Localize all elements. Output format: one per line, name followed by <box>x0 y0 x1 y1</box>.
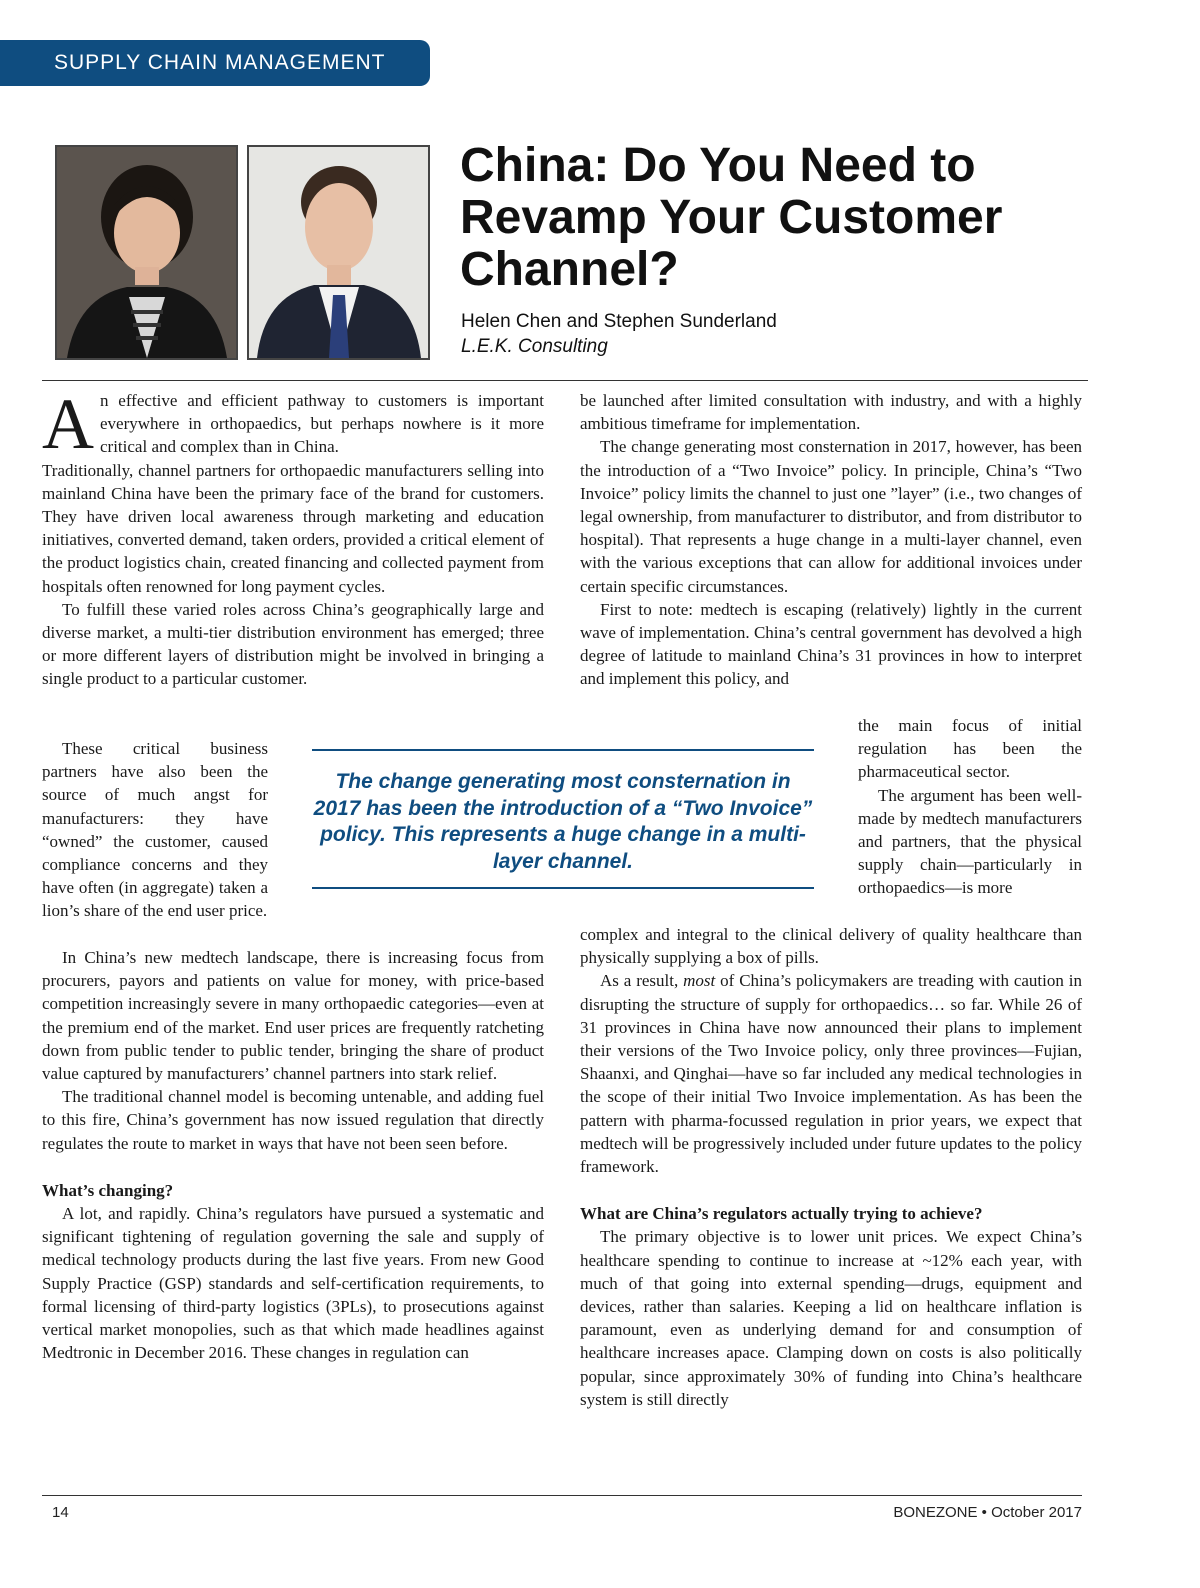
paragraph: These critical business partners have also been the source of much angst for manufacturers: they have “owned” the customer, caused compliance concerns and they have often (in aggregate) taken a lion’s share of the end user price. <box>42 739 268 921</box>
author-affiliation: L.E.K. Consulting <box>461 336 608 357</box>
paragraph: In China’s new medtech landscape, there is increasing focus from procurers, payors and patients on value for money, with price-based competition increasingly severe in many orthopaedic categories—even at the premium end of the market. End user prices are frequently ratcheting down from public tender to public tender, bringing the share of product value captured by manufacturers’ channel partners into stark relief. <box>42 948 544 1084</box>
column-2-top <box>580 389 1082 691</box>
paragraph: be launched after limited consultation with industry, and with a highly ambitious timeframe for implementation. <box>580 391 1082 434</box>
paragraph-intro: An effective and efficient pathway to customers is important everywhere in orthopaedics, but perhaps nowhere is it more critical and complex than in China. <box>42 384 544 464</box>
paragraph: A lot, and rapidly. China’s regulators have pursued a systematic and significant tightening of regulation governing the sale and supply of medical technology products during the last five years. From new Good Supply Practice (GSP) standards and self-certification requirements, to formal licensing of third-party logistics (3PLs), to prosecutions against vertical market monopolies, such as that which made headlines against Medtronic in December 2016. These changes in regulation can <box>42 1204 544 1363</box>
paragraph: As a result, most of China’s policymakers are treading with caution in disrupting the structure of supply for orthopaedics… so far. While 26 of 31 provinces in China have now announced their plans to implement their versions of the Two Invoice policy, only three provinces—Fujian, Shaanxi, and Qinghai—have so far included any medical technologies in the scope of their initial Two Invoice implementation. As has been the pattern with pharma-focussed regulation in prior years, we expect that medtech will be progressively included under future updates to the policy framework. <box>580 971 1082 1177</box>
paragraph: The argument has been well-made by medtech manufacturers and partners, that the physical supply chain—particularly in orthopaedics—is more <box>858 785 1082 898</box>
column-1-bottom <box>42 946 544 1364</box>
author-photo-stephen-sunderland <box>247 145 430 360</box>
paragraph: First to note: medtech is escaping (relatively) lightly in the current wave of implementation. China’s central government has devolved a high degree of latitude to mainland China’s 31 provinces in how to interpret and implement this policy, and <box>580 599 1082 689</box>
article-authors: Helen Chen and Stephen Sunderland <box>461 311 777 332</box>
author-photo-helen-chen <box>55 145 238 360</box>
column-1-wrap <box>42 737 268 923</box>
paragraph: The change generating most consternation in 2017, however, has been the introduction of a “Two Invoice” policy. In principle, China’s “Two Invoice” policy limits the channel to just one ”layer” (i.e., two changes of legal ownership, from manufacturer to distributor, and from distributor to hospital). That represents a huge change in a multi-layer channel, even with the various exceptions that can allow for additional invoices under certain specific circumstances. <box>580 437 1082 596</box>
paragraph: The traditional channel model is becoming untenable, and adding fuel to this fire, China’s government has now issued regulation that directly regulates the route to market in ways that have not been seen before. <box>42 1087 544 1153</box>
column-2-wrap <box>858 714 1082 900</box>
footer-divider <box>42 1495 1082 1496</box>
article-title: China: Do You Need to Revamp Your Customer Channel? <box>460 139 1003 296</box>
section-header: SUPPLY CHAIN MANAGEMENT <box>0 40 430 86</box>
portrait-image <box>249 147 428 358</box>
paragraph: complex and integral to the clinical delivery of quality healthcare than physically supplying a box of pills. <box>580 925 1082 968</box>
drop-cap: A <box>42 384 94 464</box>
paragraph: To fulfill these varied roles across China’s geographically large and diverse market, a multi-tier distribution environment has emerged; three or more different layers of distribution might be involved in bringing a single product to a particular customer. <box>42 599 544 689</box>
column-2-bottom <box>580 923 1082 1411</box>
section-heading: What’s changing? <box>42 1180 174 1200</box>
column-1-top <box>42 384 544 691</box>
section-heading: What are China’s regulators actually trying to achieve? <box>580 1204 983 1224</box>
paragraph: Traditionally, channel partners for orthopaedic manufacturers selling into mainland China have been the primary face of the brand for customers. They have driven local awareness through marketing and education initiatives, converted demand, taken orders, provided a critical element of the product logistics chain, created financing and collected payment from hospitals often renowned for long payment cycles. <box>42 460 544 596</box>
publication-footer: BONEZONE • October 2017 <box>893 1504 1082 1521</box>
pull-quote: The change generating most consternation in 2017 has been the introduction of a “Two Invoice” policy. This represents a huge change in a multi-layer channel. <box>312 749 814 889</box>
paragraph: The primary objective is to lower unit prices. We expect China’s healthcare spending to continue to increase at ~12% each year, with much of that going into external spending—drugs, equipment and devices, rather than salaries. Keeping a lid on healthcare inflation is paramount, even as underlying demand for and consumption of healthcare increases apace. Clamping down on costs is also politically popular, since approximately 30% of funding into China’s healthcare system is still directly <box>580 1227 1082 1409</box>
header-divider <box>42 380 1088 381</box>
page-number: 14 <box>52 1504 69 1521</box>
paragraph: the main focus of initial regulation has been the pharmaceutical sector. <box>858 716 1082 782</box>
portrait-image <box>57 147 236 358</box>
